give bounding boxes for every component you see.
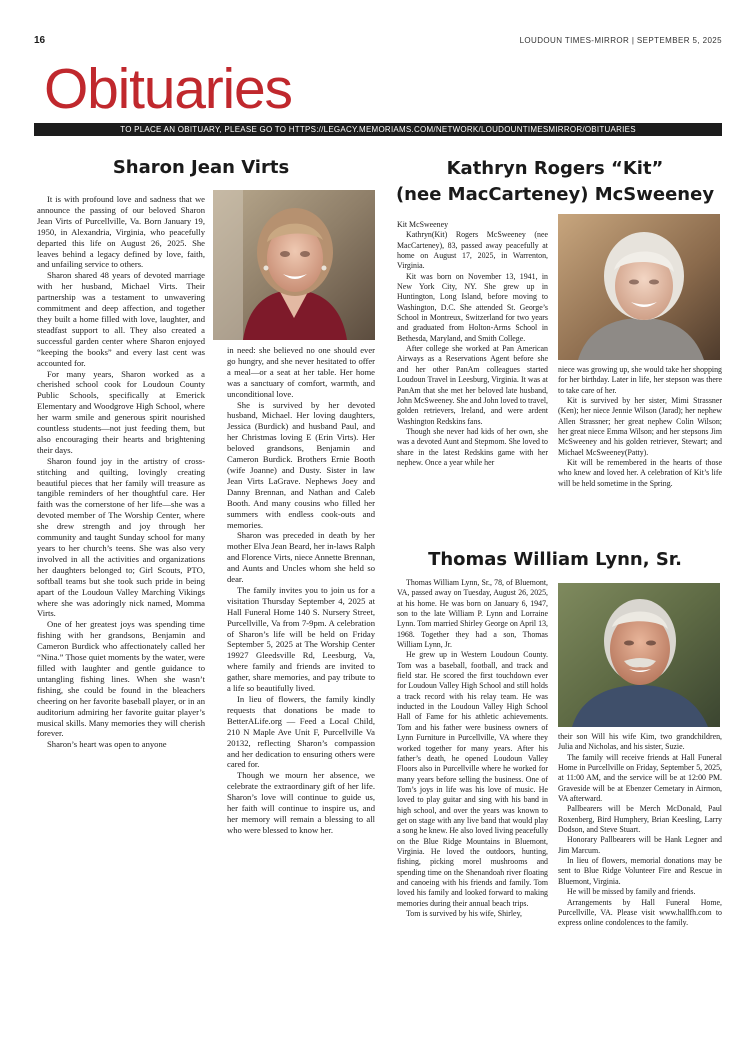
mcsweeney-paragraph: Though she never had kids of her own, she was a devoted Aunt and Stepmom. She loved to share in the latest Redskins game with her nephew. Once a year while her (397, 426, 548, 467)
lynn-paragraph: He grew up in Western Loudoun County. Tom was a baseball, football, and track and field star. He scored the first touchdown ever for Loudoun Valley High School and still holds a track record with his relay team. He was inducted in the Loudoun Valley High School Hall of Fame for his athletic achievements. Tom and his father were business owners of Lynn Furniture in Purcellville, VA where they worked together for many years. After his father’s death, he opened Loudoun Valley Floors also in Purcellville where he worked for many years before selling the business. One of Tom’s joys in life was his love of music. He loved to play guitar and sing with his band in high school, and over the years was known to get on stage with any live band that would play a song he knew. He also loved living peacefully on the Blue Ridge Mountains in Bluemont, Virginia. He loved the outdoors, hunting, fishing, picking morel mushrooms and spending time on the Shenandoah river floating and canoeing with his friends and family. Tom loved his family and looked forward to making memories during their annual beach trips. (397, 650, 548, 908)
lynn-paragraph: Tom is survived by his wife, Shirley, (406, 909, 522, 918)
portrait-photo-virts (213, 190, 375, 340)
mcsweeney-paragraph: Kathryn(Kit) Rogers McSweeney (nee MacCarteney), 83, passed away peacefully at home on August 17, 2025, in Warrenton, Virginia. (397, 230, 548, 271)
mcsweeney-paragraph: After college she worked at Pan American Airways as a Reservations Agent before she and her other PanAm colleagues started Loudoun Travel in Leesburg, Virginia. It was at PanAm that she met her beloved late husband, John McSweeney. She and John loved to travel, golden retrievers, Ireland, and were ardent Washington Redskins fans. (397, 344, 548, 426)
virts-paragraph: She is survived by her devoted husband, Michael. Her loving daughters, Jessica (Burdick) and husband Paul, and her Christmas loving E (Erin Virts). Her beloved grandsons, Benjamin and Cameron Burdick. Brothers Ernie Booth (wife Joanne) and Dusty. Sister in law Jean Virts LaGrave. Nephews Joey and Danny Brennan, and Nathan and Caleb Booth. And many cousins who filled her summers with endless cook-outs and memories. (227, 399, 375, 530)
obituary-name-line-2: (nee MacCarteney) McSweeney (395, 184, 715, 205)
mcsweeney-paragraph: Kit was born on November 13, 1941, in New York City, NY. She grew up in Huntington, Long Island, before moving to Washington, D.C. She attended St. George’s School in Montreux, Switzerland for two years and graduated from Holton-Arms School in Bethesda, Maryland, and Smith College. (397, 271, 548, 343)
section-title: Obituaries (44, 57, 292, 121)
virts-paragraph: Sharon shared 48 years of devoted marriage with her husband, Michael Virts. Their partnership was a testament to unwavering commitment and deep affection, and together they built a home filled with love, laughter, and steadfast support to all. They also created a successful garden center where Sharon enjoyed “keeping the books” and every last cent was accounted for. (37, 270, 205, 368)
mcsweeney-paragraph: niece was growing up, she would take her shopping for her birthday. Later in life, her stepson was there to take care of her. (558, 365, 722, 395)
obituary-name-virts: Sharon Jean Virts (112, 157, 290, 178)
mcsweeney-column-1 (397, 220, 548, 468)
lynn-paragraph: The family will receive friends at Hall Funeral Home in Purcellville on Friday, September 5, 2025, at 11:00 AM, and the service will be at 12:00 PM. Graveside will be at Ebenzer Cemetary in Airmon, VA afterward. (558, 752, 722, 804)
virts-paragraph: In lieu of flowers, the family kindly requests that donations be made to BetterALife.org — Feed a Local Child, 210 N Maple Ave Unit F, Purcellville Va 20132, reflecting Sharon’s compassion and her dedication to ensuring others were cared for. (227, 694, 375, 770)
lynn-paragraph: Honorary Pallbearers will be Hank Legner and Jim Marcum. (558, 835, 722, 855)
lynn-paragraph: Thomas William Lynn, Sr., 78, of Bluemont, VA, passed away on Tuesday, August 26, 2025, at his home. He was born on January 6, 1947, son to the late William P. Lynn and Lorraine Lynn. Tom married Shirley George on April 13, 1968. Together they had a son, Thomas William Lynn, Jr. (397, 578, 548, 650)
mcsweeney-column-2 (558, 365, 722, 489)
virts-paragraph: The family invites you to join us for a visitation Thursday September 4, 2025 at Hall Funeral Home 140 S. Nursery Street, Purcellville, Va from 7-9pm. A celebration of Sharon’s life will be held on Friday September 5, 2025 at The Worship Center 19927 Gleedsville Rd, Leesburg, Va, where family and friends are invited to gather, share memories, and pay tribute to a life so beautifully lived. (227, 584, 375, 694)
virts-paragraph: One of her greatest joys was spending time fishing with her grandsons, Benjamin and Cameron Burdick who affectionately called her “Nina.” Those quiet moments by the water, were filled with laughter and gentle guidance to untangling fishing lines. When she wasn’t fishing, she could be found in the bleachers cheering on her favorite baseball player, or in an auditorium admiring her favorite guitar player’s musical skills. Many memories they will cherish forever. (37, 619, 205, 739)
obituary-submission-banner: TO PLACE AN OBITUARY, PLEASE GO TO HTTPS://LEGACY.MEMORIAMS.COM/NETWORK/LOUDOUNTIMESMIRROR/OBITUARIES (34, 123, 722, 136)
obituary-name-mcsweeney (388, 156, 722, 208)
obituary-name-lynn: Thomas William Lynn, Sr. (428, 549, 682, 570)
virts-paragraph: Sharon found joy in the artistry of cross-stitching and quilting, lovingly creating beautiful pieces that her family will treasure as tangible reminders of her thoughtful care. Her faith was the cornerstone of her life—she was a devoted member of The Worship Center, where she drew strength and joy through her community and taught Sunday school for many years to her church’s teens. She was also very involved in all the activities and organizations her daughters belonged to; Girl Scouts, PTO, softball teams but she took such pride in being apart of the Loudoun Valley Marching Vikings where she was adoringly nick named, Momma Virts. (37, 455, 205, 619)
lynn-column-2 (558, 732, 722, 929)
virts-column-2 (227, 345, 375, 836)
lynn-paragraph: Pallbearers will be Merch McDonald, Paul Roxenberg, Bird Humphery, Brian Keesling, Larry Dodson, and Steve Stuart. (558, 804, 722, 835)
mcsweeney-paragraph: Kit is survived by her sister, Mimi Strassner (Ken); her niece Jennie Wilson (Jarad); her nephew Allen Strassner; her great nephew Colin Wilson; her great niece Emma Wilson; and her stepsons Jim McSweeney and his golden retriever, Stewart; and Michael McSweeney(Patty). (558, 396, 722, 457)
lynn-paragraph: In lieu of flowers, memorial donations may be sent to Blue Ridge Volunteer Fire and Rescue in Bluemont, Virginia. (558, 856, 722, 886)
virts-paragraph: It is with profound love and sadness that we announce the passing of our beloved Sharon Jean Virts of Purcellville, Va. Born January 19, 1950, in Alexandria, Virginia, who peacefully departed this life on August 26, 2025. She leaves behind a legacy defined by love, faith, and unfailing service to others. (37, 194, 205, 270)
virts-paragraph: Sharon was preceded in death by her mother Elva Jean Beard, her in-laws Ralph and Florence Virts, niece Annette Brennan, and Aunts and Uncles whom she held so dear. (227, 530, 375, 585)
running-head: LOUDOUN TIMES-MIRROR | SEPTEMBER 5, 2025 (519, 36, 722, 45)
page-number: 16 (34, 35, 46, 46)
portrait-photo-lynn (558, 583, 720, 727)
obituary-name-line-1: Kathryn Rogers “Kit” (446, 158, 664, 179)
lynn-column-1 (397, 578, 548, 919)
mcsweeney-paragraph: Kit McSweeney (397, 220, 449, 229)
portrait-photo-mcsweeney (558, 214, 720, 360)
virts-paragraph: in need: she believed no one should ever go hungry, and she never hesitated to offer a meal—or a seat at her table. Her home was a sanctuary of comfort, warmth, and unconditional love. (227, 345, 375, 399)
virts-paragraph: Though we mourn her absence, we celebrate the extraordinary gift of her life. Sharon’s love will continue to guide us, her faith will continue to inspire us, and her memory will remain a blessing to all who were blessed to know her. (227, 770, 375, 835)
lynn-paragraph: their son Will his wife Kim, two grandchildren, Julia and Nicholas, and his sister, Suzie. (558, 732, 722, 752)
virts-paragraph: For many years, Sharon worked as a cherished school cook for Loudoun County Public Schools, specifically at Emerick Elementary and Woodgrove High School, where her warm smile and generous spirit nourished countless students—not just feeding them, but also encouraging their hearts and brightening their days. (37, 368, 205, 455)
lynn-paragraph: Arrangements by Hall Funeral Home, Purcellville, VA. Please visit www.hallfh.com to express online condolences to the family. (558, 897, 722, 928)
mcsweeney-paragraph: Kit will be remembered in the hearts of those who knew and loved her. A celebration of Kit’s life will be held sometime in the Spring. (558, 458, 722, 488)
lynn-paragraph: He will be missed by family and friends. (567, 887, 696, 897)
virts-column-1 (37, 194, 205, 750)
virts-paragraph: Sharon’s heart was open to anyone (47, 739, 167, 750)
